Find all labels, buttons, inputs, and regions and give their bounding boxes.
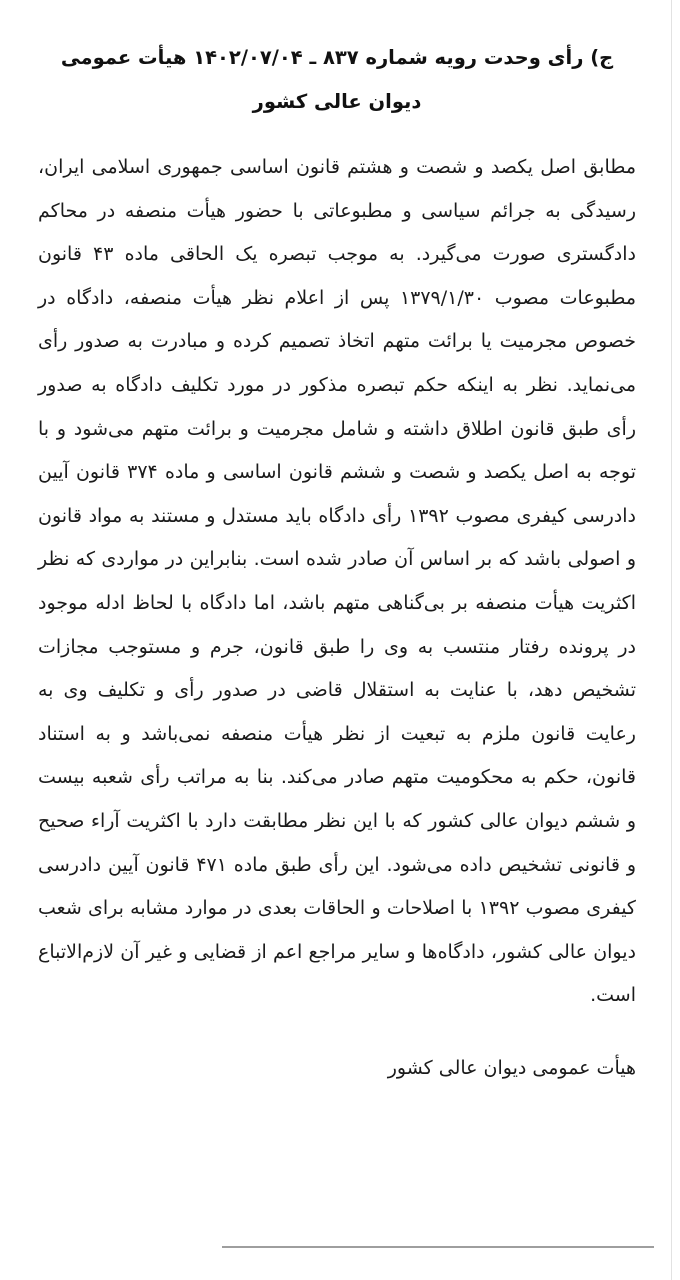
ruling-title: ج) رأی وحدت رویه شماره ۸۳۷ ـ ۱۴۰۲/۰۷/۰۴ هیأت عمومی دیوان عالی کشور [60, 46, 614, 113]
bottom-divider [222, 1246, 654, 1248]
ruling-body: مطابق اصل یکصد و شصت و هشتم قانون اساسی جمهوری اسلامی ایران، رسیدگی به جرائم سیاسی و مطبوعاتی با حضور هیأت منصفه در محاکم دادگستری صورت می‌گیرد. به موجب تبصره یک الحاقی ماده ۴۳ قانون مطبوعات مصوب ۱۳۷۹/۱/۳۰ پس از اعلام نظر هیأت منصفه، دادگاه در خصوص مجرمیت یا برائت متهم اتخاذ تصمیم کرده و مبادرت به صدور رأی می‌نماید. نظر به اینکه حکم تبصره مذکور در مورد تکلیف دادگاه به صدور رأی طبق قانون اطلاق داشته و شامل مجرمیت و برائت متهم می‌شود و با توجه به اصل یکصد و شصت و ششم قانون اساسی و ماده ۳۷۴ قانون آیین دادرسی کیفری مصوب ۱۳۹۲ رأی دادگاه باید مستدل و مستند به مواد قانون و اصولی باشد که بر اساس آن صادر شده است. بنابراین در مواردی که نظر اکثریت هیأت منصفه بر بی‌گناهی متهم باشد، اما دادگاه با لحاظ ادله موجود در پرونده رفتار منتسب به وی را طبق قانون، جرم و مستوجب مجازات تشخیص دهد، با عنایت به استقلال قاضی در صدور رأی و تکلیف وی به رعایت قانون ملزم به تبعیت از نظر هیأت منصفه نمی‌باشد و به استناد قانون، حکم به محکومیت متهم صادر می‌کند. بنا به مراتب رأی شعبه بیست و ششم دیوان عالی کشور که با این نظر مطابقت دارد با اکثریت آراء صحیح و قانونی تشخیص داده می‌شود. این رأی طبق ماده ۴۷۱ قانون آیین دادرسی کیفری مصوب ۱۳۹۲ با اصلاحات و الحاقات بعدی در موارد مشابه برای شعب دیوان عالی کشور، دادگاه‌ها و سایر مراجع اعم از قضایی و غیر آن لازم‌الاتباع است. [38, 156, 637, 1007]
ruling-signature: هیأت عمومی دیوان عالی کشور [387, 1056, 636, 1079]
document-content [38, 36, 636, 1088]
page-edge-line [671, 0, 672, 1280]
